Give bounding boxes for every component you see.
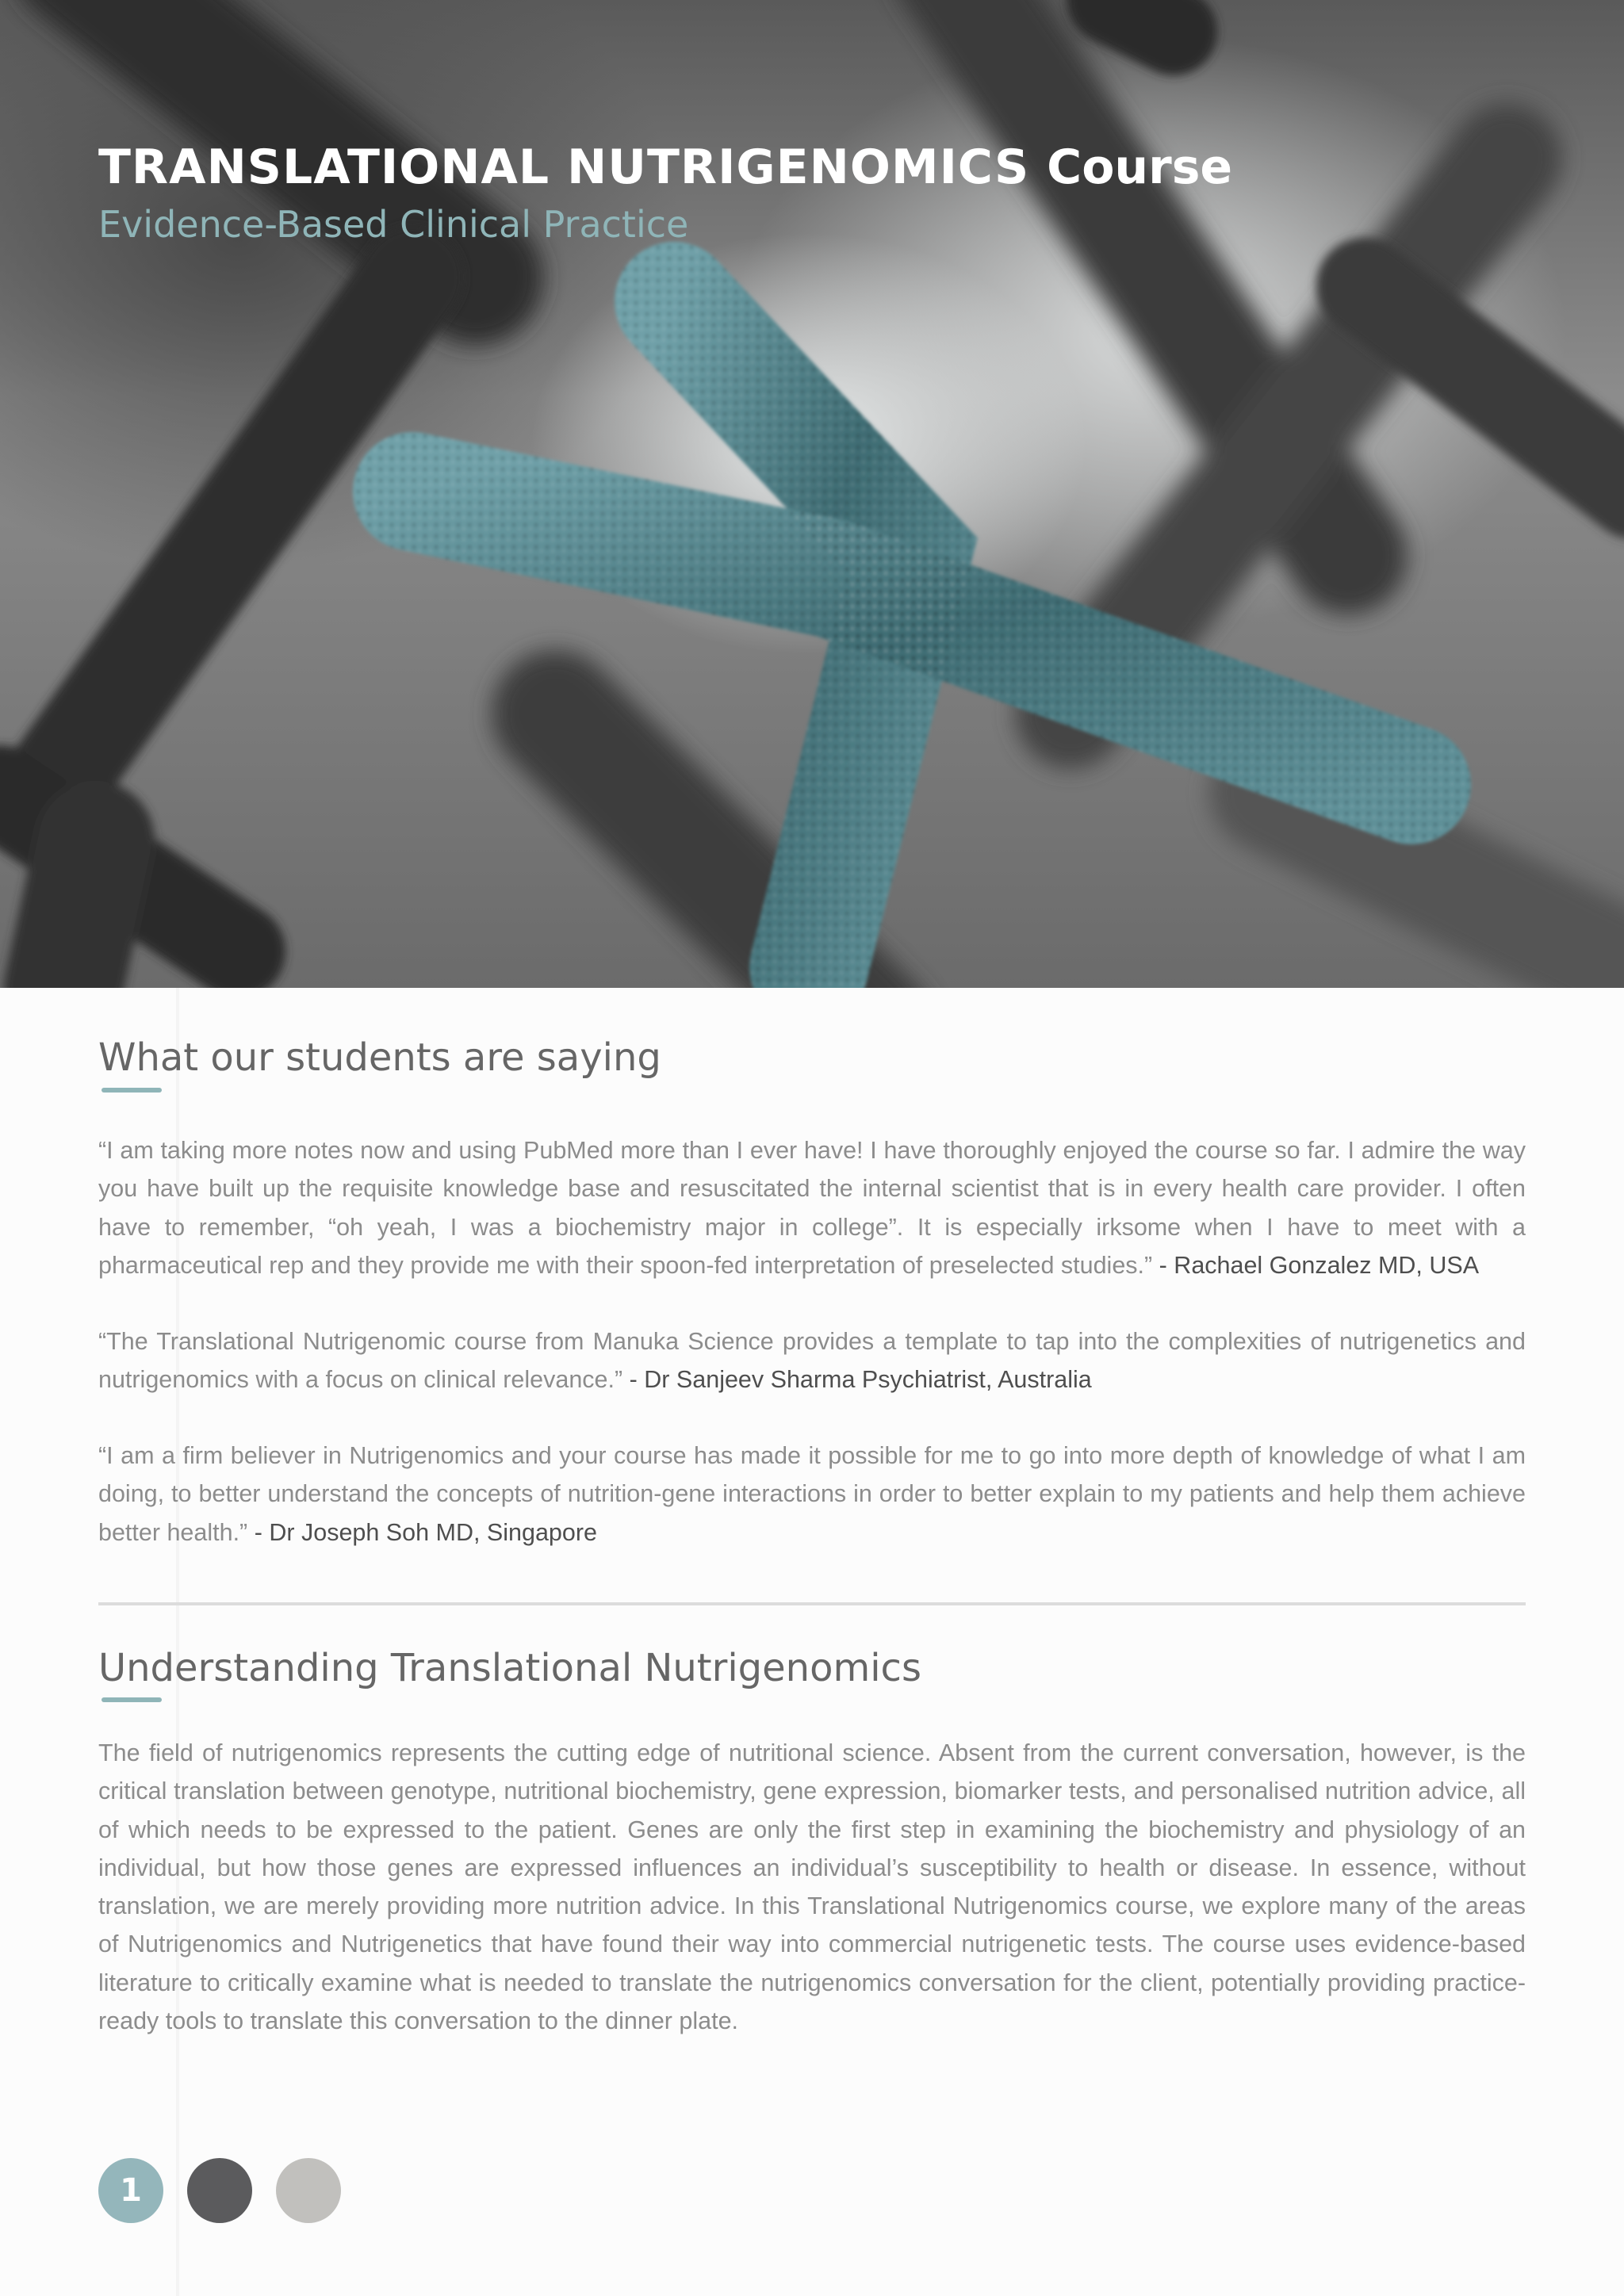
testimonials-heading: What our students are saying bbox=[98, 1035, 661, 1080]
page-indicator-3[interactable] bbox=[276, 2158, 341, 2223]
testimonial-quote: “The Translational Nutrigenomic course from Manuka Science provides a template to tap into the complexities of nutrigenetics and nutrigenomics with a focus on clinical relevance.” bbox=[98, 1328, 1526, 1394]
testimonial-author: - Dr Joseph Soh MD, Singapore bbox=[254, 1518, 597, 1546]
page-indicator-2[interactable] bbox=[187, 2158, 252, 2223]
page-indicator-1[interactable] bbox=[98, 2158, 163, 2223]
testimonial-quote: “I am a firm believer in Nutrigenomics and your course has made it possible for me to go into more depth of knowledge of what I am doing, to better understand the concepts of nutrition-gene interactions in order to better explain to my patients and help them achieve better health.” bbox=[98, 1442, 1526, 1546]
testimonial-quote: “I am taking more notes now and using PubMed more than I ever have! I have thoroughly enjoyed the course so far. I admire the way you have built up the requisite knowledge base and resuscitated the internal scientist that is in every health care provider. I often have to remember, “oh yeah, I was a biochemistry major in college”. It is especially irksome when I have to meet with a pharmaceutical rep and they provide me with their spoon-fed interpretation of preselected studies.” bbox=[98, 1137, 1526, 1279]
page-subtitle: Evidence-Based Clinical Practice bbox=[98, 203, 689, 246]
testimonial-3 bbox=[98, 1437, 1526, 1552]
hero-banner bbox=[0, 0, 1624, 988]
page-number: 1 bbox=[120, 2172, 142, 2209]
testimonial-1 bbox=[98, 1131, 1526, 1284]
heading-underline bbox=[102, 1088, 162, 1093]
testimonial-author: - Dr Sanjeev Sharma Psychiatrist, Australia bbox=[629, 1366, 1092, 1394]
testimonial-2 bbox=[98, 1322, 1526, 1399]
understanding-heading: Understanding Translational Nutrigenomics bbox=[98, 1646, 921, 1690]
section-divider bbox=[98, 1602, 1526, 1605]
title-suffix: Course bbox=[1047, 140, 1233, 195]
understanding-body: The field of nutrigenomics represents the cutting edge of nutritional science. Absent from the current conversation, however, is the critical translation between genotype, nutritional biochemistry, gene expression, biomarker tests, and personalised nutrition advice, all of which needs to be expressed to the patient. Genes are only the first step in examining the biochemistry and physiology of an individual, but how those genes are expressed influences an individual’s susceptibility to health or disease. In essence, without translation, we are merely providing more nutrition advice. In this Translational Nutrigenomics course, we explore many of the areas of Nutrigenomics and Nutrigenetics that have found their way into commercial nutrigenetic tests. The course uses evidence-based literature to critically examine what is needed to translate the nutrigenomics conversation for the client, potentially providing practice-ready tools to translate this conversation to the dinner plate. bbox=[98, 1739, 1526, 2035]
heading-underline bbox=[102, 1697, 162, 1702]
testimonial-author: - Rachael Gonzalez MD, USA bbox=[1159, 1251, 1480, 1279]
page-title bbox=[98, 140, 1232, 195]
title-main: TRANSLATIONAL NUTRIGENOMICS bbox=[98, 140, 1030, 195]
